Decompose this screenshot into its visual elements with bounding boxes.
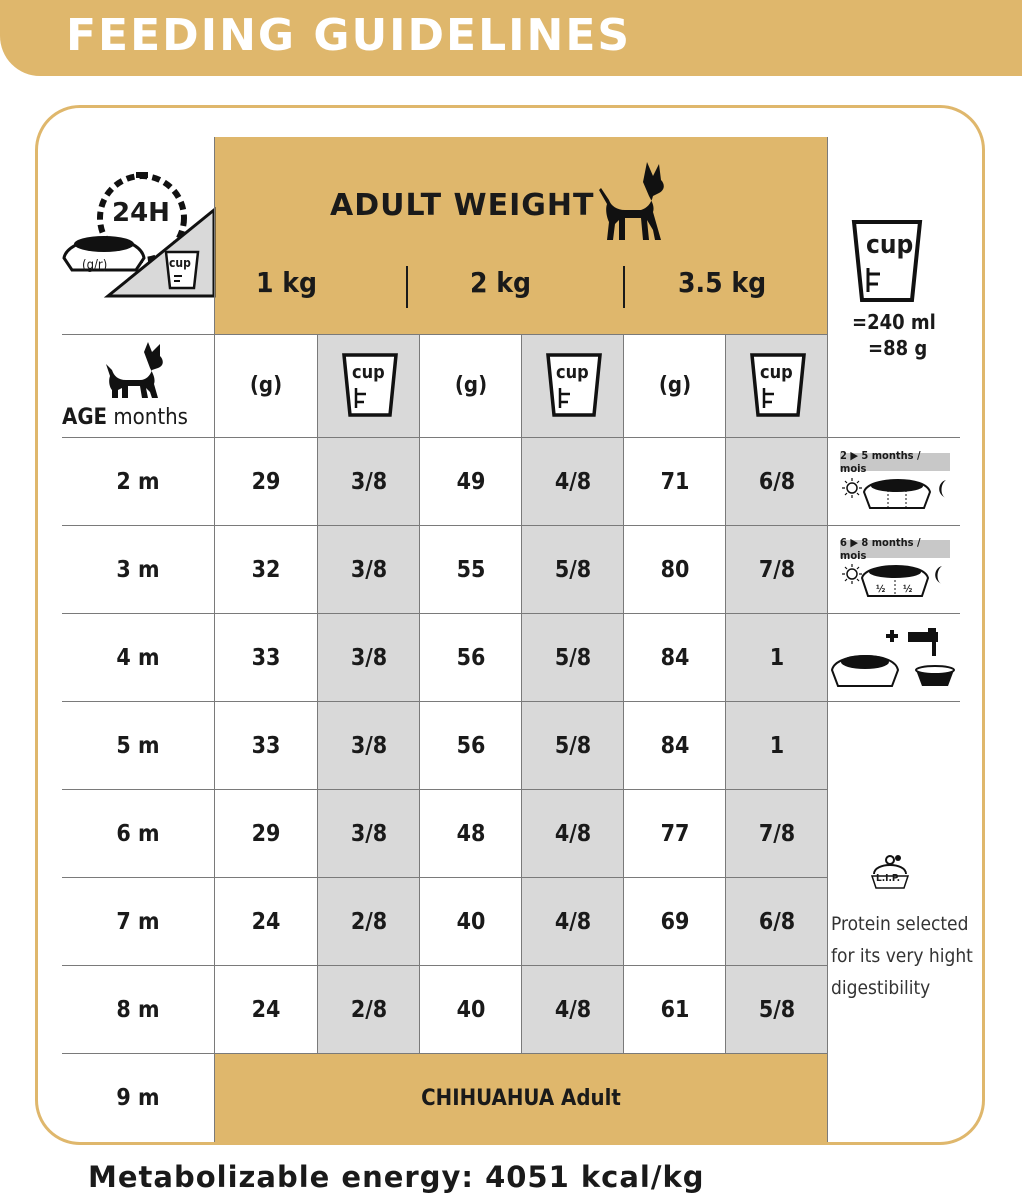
age-months-label: AGE months	[62, 405, 188, 430]
grams-value-cell: 49	[456, 469, 486, 495]
grams-unit-header: (g)	[249, 373, 283, 398]
cup-unit-header	[750, 352, 806, 418]
grams-value-cell: 29	[251, 821, 281, 847]
adult-weight-title: ADULT WEIGHT	[330, 188, 595, 223]
grams-value-cell: 32	[251, 557, 281, 583]
adult-weight-header	[215, 137, 827, 334]
age-cell: 2 m	[116, 469, 160, 495]
grams-value-cell: 40	[456, 997, 486, 1023]
grams-value-cell: 80	[660, 557, 690, 583]
weight-1kg: 1 kg	[256, 266, 318, 299]
cups-value-cell: 7/8	[758, 557, 796, 583]
cup-icon-label: cup	[760, 362, 793, 383]
adult-product-label: CHIHUAHUA Adult	[421, 1085, 621, 1111]
weight-separator	[623, 266, 625, 308]
cups-value-cell: 6/8	[758, 469, 796, 495]
page-title: FEEDING GUIDELINES	[66, 10, 632, 61]
weight-separator	[406, 266, 408, 308]
cups-value-cell: 4/8	[554, 821, 592, 847]
grams-value-cell: 55	[456, 557, 486, 583]
dog-icon	[595, 160, 675, 245]
cups-value-cell: 2/8	[350, 909, 388, 935]
grams-value-cell: 24	[251, 909, 281, 935]
grams-value-cell: 84	[660, 733, 690, 759]
cups-value-cell: 3/8	[350, 733, 388, 759]
cups-value-cell: 5/8	[554, 733, 592, 759]
three-meals-icon	[842, 474, 960, 516]
cups-value-cell: 4/8	[554, 469, 592, 495]
half-portion-label: ½	[903, 584, 913, 595]
meals-2-5-tag: 2 ▶ 5 months / mois	[840, 453, 950, 471]
half-portion-label: ½	[876, 584, 886, 595]
grams-value-cell: 56	[456, 645, 486, 671]
grams-value-cell: 40	[456, 909, 486, 935]
cup-unit-header	[546, 352, 602, 418]
cups-value-cell: 2/8	[350, 997, 388, 1023]
grams-value-cell: 71	[660, 469, 690, 495]
cup-grams: =88 g	[868, 336, 928, 360]
cups-value-cell: 3/8	[350, 645, 388, 671]
cup-ml: =240 ml	[852, 310, 936, 334]
grams-unit-header: (g)	[658, 373, 692, 398]
cups-value-cell: 1	[769, 645, 785, 671]
cup-icon-label: cup	[352, 362, 385, 383]
weight-3-5kg: 3.5 kg	[678, 266, 767, 299]
cups-value-cell: 7/8	[758, 821, 796, 847]
age-cell: 4 m	[116, 645, 160, 671]
cups-value-cell: 5/8	[554, 645, 592, 671]
age-cell: 7 m	[116, 909, 160, 935]
puppy-icon	[104, 342, 170, 400]
small-cup-label: cup	[169, 256, 191, 270]
two-meals-icon	[842, 562, 960, 604]
age-9m: 9 m	[116, 1085, 160, 1111]
grams-value-cell: 69	[660, 909, 690, 935]
gr-label: (g/r)	[82, 258, 108, 273]
lip-label: L.I.P.	[876, 873, 901, 884]
grams-value-cell: 84	[660, 645, 690, 671]
grams-value-cell: 77	[660, 821, 690, 847]
lip-badge-icon	[868, 852, 912, 892]
cups-value-cell: 5/8	[758, 997, 796, 1023]
meals-6-8-tag: 6 ▶ 8 months / mois	[840, 540, 950, 558]
header-banner	[0, 0, 1022, 76]
grams-value-cell: 56	[456, 733, 486, 759]
protein-description: Protein selected for its very hight digestibility	[831, 913, 973, 999]
metabolizable-energy: Metabolizable energy: 4051 kcal/kg	[88, 1160, 705, 1194]
age-cell: 8 m	[116, 997, 160, 1023]
age-cell: 5 m	[116, 733, 160, 759]
cups-value-cell: 4/8	[554, 997, 592, 1023]
grams-value-cell: 33	[251, 733, 281, 759]
grams-value-cell: 33	[251, 645, 281, 671]
cup-unit-header	[342, 352, 398, 418]
cups-value-cell: 5/8	[554, 557, 592, 583]
cup-icon-label: cup	[556, 362, 589, 383]
grams-value-cell: 24	[251, 997, 281, 1023]
cups-value-cell: 3/8	[350, 821, 388, 847]
age-cell: 6 m	[116, 821, 160, 847]
24h-label: 24H	[112, 198, 170, 228]
age-cell: 3 m	[116, 557, 160, 583]
grams-value-cell: 61	[660, 997, 690, 1023]
weight-2kg: 2 kg	[470, 266, 532, 299]
grams-value-cell: 29	[251, 469, 281, 495]
cups-value-cell: 4/8	[554, 909, 592, 935]
food-plus-water-icon	[830, 624, 960, 694]
cup-measure-label: cup	[866, 230, 914, 260]
cups-value-cell: 3/8	[350, 557, 388, 583]
grams-unit-header: (g)	[454, 373, 488, 398]
cups-value-cell: 1	[769, 733, 785, 759]
cups-value-cell: 3/8	[350, 469, 388, 495]
cups-value-cell: 6/8	[758, 909, 796, 935]
grams-value-cell: 48	[456, 821, 486, 847]
